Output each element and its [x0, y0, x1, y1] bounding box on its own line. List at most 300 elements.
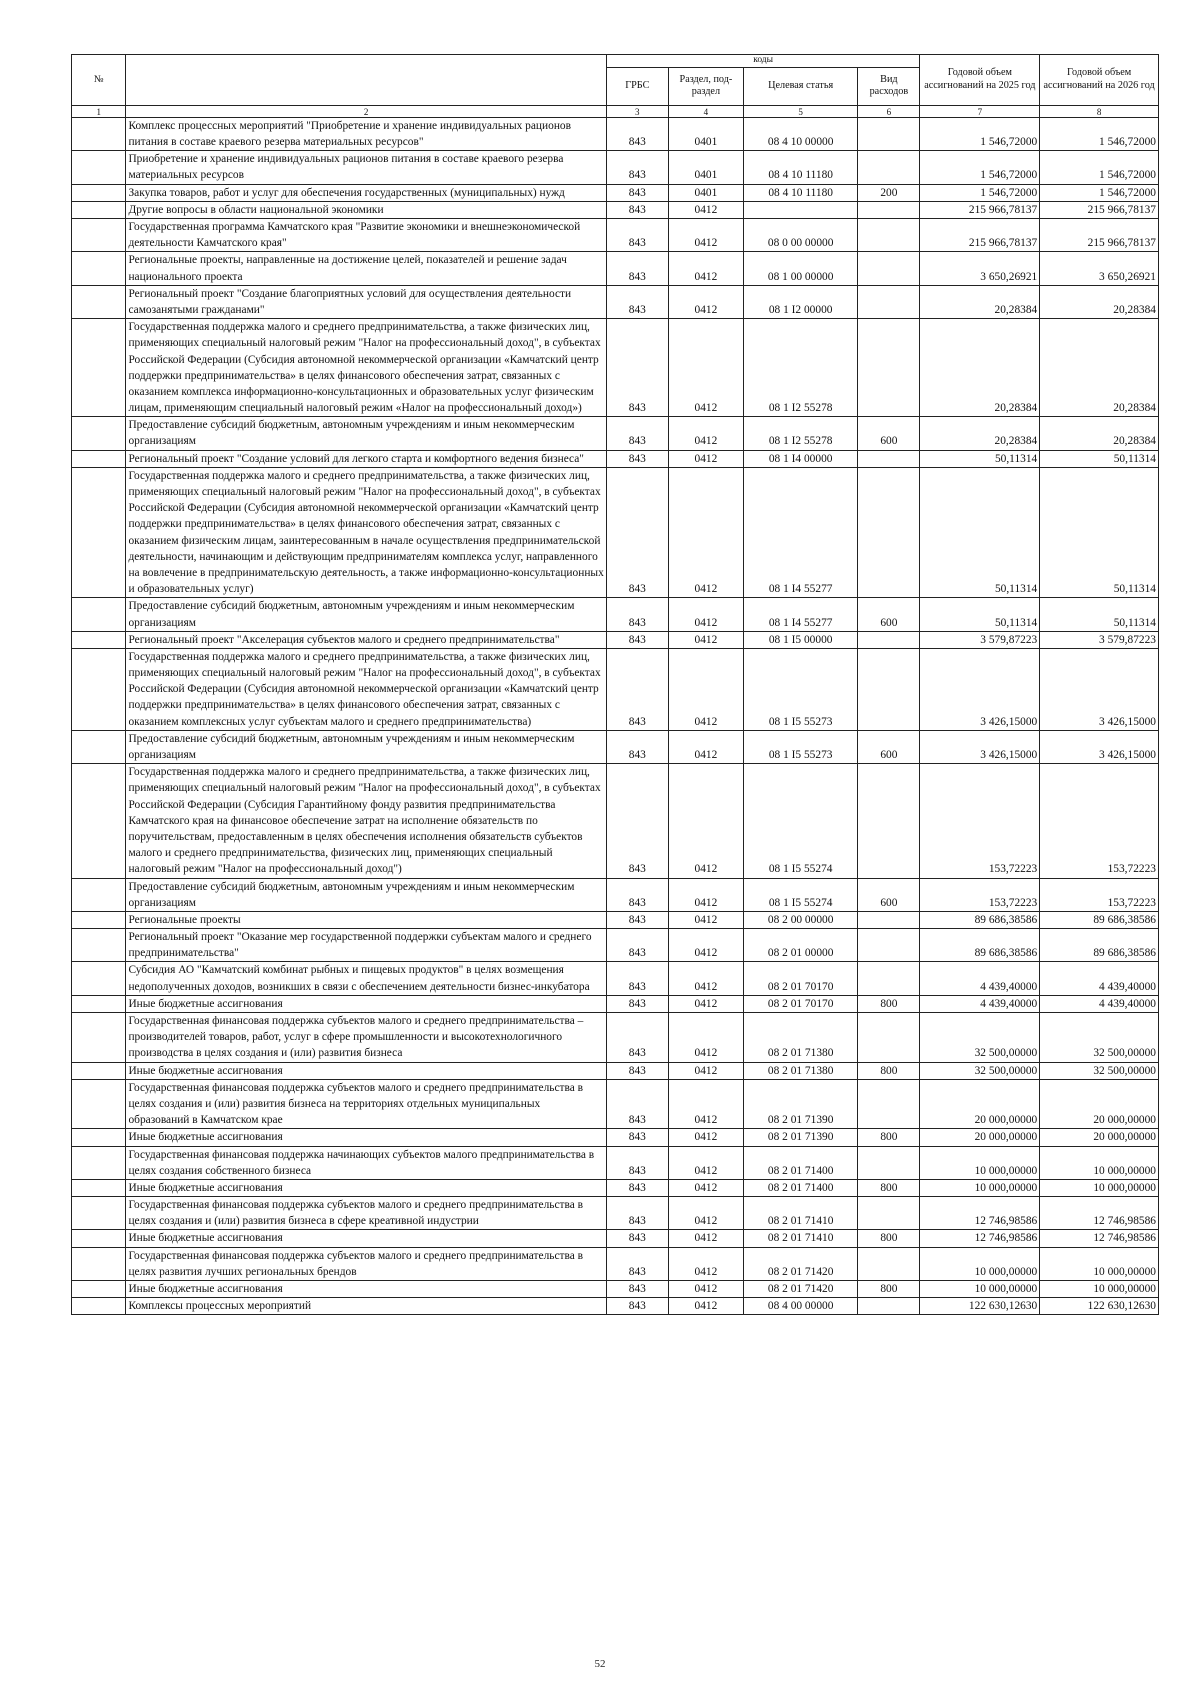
row-target-article-cell: 08 4 10 11180: [743, 184, 857, 201]
row-volume-2026-cell: 20,28384: [1040, 285, 1159, 318]
table-row: [72, 1247, 1159, 1280]
row-name-cell: Иные бюджетные ассигнования: [126, 1281, 606, 1298]
row-name-cell: Региональный проект "Акселерация субъектов малого и среднего предпринимательства": [126, 631, 606, 648]
row-volume-2026-cell: 1 546,72000: [1040, 117, 1159, 150]
row-number-cell: [72, 184, 126, 201]
row-target-article-cell: 08 1 I5 00000: [743, 631, 857, 648]
row-grbs-cell: 843: [606, 1079, 668, 1129]
row-expense-type-cell: [858, 467, 920, 598]
row-volume-2025-cell: 1 546,72000: [920, 184, 1040, 201]
row-grbs-cell: 843: [606, 631, 668, 648]
row-target-article-cell: 08 1 I4 00000: [743, 450, 857, 467]
row-name-cell: Государственная программа Камчатского края "Развитие экономики и внешнеэкономической деятельности Камчатского края": [126, 219, 606, 252]
row-volume-2025-cell: 32 500,00000: [920, 1013, 1040, 1063]
row-target-article-cell: 08 1 I2 00000: [743, 285, 857, 318]
row-target-article-cell: 08 0 00 00000: [743, 219, 857, 252]
row-volume-2025-cell: 50,11314: [920, 598, 1040, 631]
row-razdel-cell: 0401: [668, 117, 743, 150]
row-number-cell: [72, 1281, 126, 1298]
row-target-article-cell: 08 1 I5 55273: [743, 648, 857, 730]
row-volume-2026-cell: 3 426,15000: [1040, 648, 1159, 730]
row-razdel-cell: 0401: [668, 184, 743, 201]
row-expense-type-cell: [858, 151, 920, 184]
column-number: 7: [920, 105, 1040, 117]
header-name: [126, 55, 606, 106]
row-name-cell: Иные бюджетные ассигнования: [126, 1179, 606, 1196]
row-name-cell: Иные бюджетные ассигнования: [126, 1129, 606, 1146]
row-razdel-cell: 0412: [668, 1062, 743, 1079]
table-row: [72, 252, 1159, 285]
row-volume-2026-cell: 50,11314: [1040, 450, 1159, 467]
row-number-cell: [72, 1179, 126, 1196]
row-name-cell: Закупка товаров, работ и услуг для обеспечения государственных (муниципальных) нужд: [126, 184, 606, 201]
row-number-cell: [72, 929, 126, 962]
row-target-article-cell: 08 2 01 71410: [743, 1230, 857, 1247]
row-number-cell: [72, 764, 126, 878]
row-target-article-cell: 08 1 I5 55274: [743, 878, 857, 911]
row-razdel-cell: 0412: [668, 450, 743, 467]
row-volume-2025-cell: 4 439,40000: [920, 962, 1040, 995]
row-volume-2026-cell: 10 000,00000: [1040, 1247, 1159, 1280]
row-number-cell: [72, 648, 126, 730]
row-grbs-cell: 843: [606, 201, 668, 218]
row-name-cell: Комплекс процессных мероприятий "Приобретение и хранение индивидуальных рационов питания в составе краевого резерва материальных ресурсов": [126, 117, 606, 150]
row-volume-2025-cell: 20,28384: [920, 417, 1040, 450]
row-volume-2025-cell: 10 000,00000: [920, 1281, 1040, 1298]
row-volume-2026-cell: 4 439,40000: [1040, 995, 1159, 1012]
row-expense-type-cell: [858, 1298, 920, 1315]
row-volume-2026-cell: 20,28384: [1040, 319, 1159, 417]
column-number: 3: [606, 105, 668, 117]
row-target-article-cell: 08 1 00 00000: [743, 252, 857, 285]
row-volume-2025-cell: 20 000,00000: [920, 1129, 1040, 1146]
table-row: [72, 1079, 1159, 1129]
row-grbs-cell: 843: [606, 962, 668, 995]
row-number-cell: [72, 878, 126, 911]
row-expense-type-cell: [858, 1079, 920, 1129]
row-razdel-cell: 0412: [668, 1179, 743, 1196]
row-volume-2025-cell: 1 546,72000: [920, 117, 1040, 150]
row-expense-type-cell: [858, 929, 920, 962]
header-grbs: ГРБС: [606, 67, 668, 105]
row-expense-type-cell: [858, 252, 920, 285]
row-volume-2025-cell: 153,72223: [920, 764, 1040, 878]
table-row: [72, 1197, 1159, 1230]
row-volume-2025-cell: 1 546,72000: [920, 151, 1040, 184]
page-number: 52: [594, 1658, 606, 1670]
row-name-cell: Региональные проекты: [126, 911, 606, 928]
row-grbs-cell: 843: [606, 730, 668, 763]
header-expense-type: Вид расходов: [858, 67, 920, 105]
row-volume-2026-cell: 122 630,12630: [1040, 1298, 1159, 1315]
row-target-article-cell: 08 1 I4 55277: [743, 598, 857, 631]
row-grbs-cell: 843: [606, 1146, 668, 1179]
row-expense-type-cell: 600: [858, 598, 920, 631]
row-name-cell: Предоставление субсидий бюджетным, автономным учреждениям и иным некоммерческим организациям: [126, 417, 606, 450]
row-razdel-cell: 0412: [668, 648, 743, 730]
row-volume-2025-cell: 50,11314: [920, 450, 1040, 467]
table-row: [72, 184, 1159, 201]
row-razdel-cell: 0412: [668, 1281, 743, 1298]
row-expense-type-cell: 800: [858, 1129, 920, 1146]
row-volume-2025-cell: 3 426,15000: [920, 730, 1040, 763]
row-name-cell: Региональные проекты, направленные на достижение целей, показателей и решение задач национального проекта: [126, 252, 606, 285]
row-number-cell: [72, 631, 126, 648]
header-razdel: Раздел, под-раздел: [668, 67, 743, 105]
row-grbs-cell: 843: [606, 764, 668, 878]
row-number-cell: [72, 1247, 126, 1280]
row-expense-type-cell: 800: [858, 995, 920, 1012]
header-volume-2025: Годовой объем ассигнований на 2025 год: [920, 55, 1040, 106]
row-target-article-cell: 08 1 I2 55278: [743, 319, 857, 417]
row-name-cell: Региональный проект "Создание благоприятных условий для осуществления деятельности самозанятыми гражданами": [126, 285, 606, 318]
row-target-article-cell: 08 4 00 00000: [743, 1298, 857, 1315]
row-expense-type-cell: 800: [858, 1230, 920, 1247]
row-razdel-cell: 0412: [668, 962, 743, 995]
row-target-article-cell: 08 2 01 71400: [743, 1146, 857, 1179]
row-grbs-cell: 843: [606, 417, 668, 450]
row-name-cell: Предоставление субсидий бюджетным, автономным учреждениям и иным некоммерческим организациям: [126, 598, 606, 631]
row-number-cell: [72, 911, 126, 928]
row-volume-2026-cell: 215 966,78137: [1040, 219, 1159, 252]
row-number-cell: [72, 252, 126, 285]
row-target-article-cell: 08 2 01 00000: [743, 929, 857, 962]
table-row: [72, 1062, 1159, 1079]
table-row: [72, 1179, 1159, 1196]
table-row: [72, 1230, 1159, 1247]
table-row: [72, 995, 1159, 1012]
row-volume-2026-cell: 89 686,38586: [1040, 929, 1159, 962]
row-volume-2026-cell: 3 426,15000: [1040, 730, 1159, 763]
row-razdel-cell: 0412: [668, 598, 743, 631]
row-expense-type-cell: [858, 1197, 920, 1230]
header-target-article: Целевая статья: [743, 67, 857, 105]
column-number: 4: [668, 105, 743, 117]
row-razdel-cell: 0412: [668, 1146, 743, 1179]
row-name-cell: Государственная финансовая поддержка субъектов малого и среднего предпринимательства – производителей товаров, работ, услуг в сфере промышленности и высокотехнологичного производства в целях создания и (или) развития бизнеса: [126, 1013, 606, 1063]
row-grbs-cell: 843: [606, 929, 668, 962]
row-razdel-cell: 0412: [668, 1247, 743, 1280]
row-name-cell: Государственная финансовая поддержка субъектов малого и среднего предпринимательства в целях создания и (или) развития бизнеса на территориях отдельных муниципальных образований в Камчатском крае: [126, 1079, 606, 1129]
row-volume-2025-cell: 3 579,87223: [920, 631, 1040, 648]
row-expense-type-cell: [858, 285, 920, 318]
row-number-cell: [72, 417, 126, 450]
row-number-cell: [72, 219, 126, 252]
table-row: [72, 962, 1159, 995]
row-razdel-cell: 0412: [668, 319, 743, 417]
row-razdel-cell: 0412: [668, 467, 743, 598]
row-grbs-cell: 843: [606, 1129, 668, 1146]
row-volume-2025-cell: 20,28384: [920, 319, 1040, 417]
table-row: [72, 285, 1159, 318]
row-name-cell: Региональный проект "Оказание мер государственной поддержки субъектам малого и среднего предпринимательства": [126, 929, 606, 962]
row-name-cell: Субсидия АО "Камчатский комбинат рыбных и пищевых продуктов" в целях возмещения недополученных доходов, возникших в связи с обеспечением деятельности бизнес-инкубатора: [126, 962, 606, 995]
row-volume-2026-cell: 20,28384: [1040, 417, 1159, 450]
row-volume-2025-cell: 89 686,38586: [920, 929, 1040, 962]
row-name-cell: Государственная поддержка малого и среднего предпринимательства, а также физических лиц, применяющих специальный налоговый режим "Налог на профессиональный доход", в субъектах Российской Федерации (Субсидия автономной некоммерческой организации «Камчатский центр поддержки предпринимательства» в целях финансового обеспечения затрат, связанных с оказанием комплекса информационно-консультационных и образовательных услуг физическим лицам, применяющим специальный налоговый режим «Налог на профессиональный доход»): [126, 319, 606, 417]
row-razdel-cell: 0412: [668, 878, 743, 911]
row-razdel-cell: 0412: [668, 1197, 743, 1230]
row-target-article-cell: 08 2 01 70170: [743, 995, 857, 1012]
row-grbs-cell: 843: [606, 648, 668, 730]
row-volume-2026-cell: 10 000,00000: [1040, 1146, 1159, 1179]
row-volume-2025-cell: 32 500,00000: [920, 1062, 1040, 1079]
row-volume-2026-cell: 1 546,72000: [1040, 184, 1159, 201]
table-row: [72, 648, 1159, 730]
row-volume-2025-cell: 20,28384: [920, 285, 1040, 318]
table-row: [72, 450, 1159, 467]
row-target-article-cell: 08 1 I5 55273: [743, 730, 857, 763]
row-target-article-cell: 08 2 01 71400: [743, 1179, 857, 1196]
row-expense-type-cell: [858, 1146, 920, 1179]
row-grbs-cell: 843: [606, 1230, 668, 1247]
column-number: 6: [858, 105, 920, 117]
row-volume-2026-cell: 12 746,98586: [1040, 1197, 1159, 1230]
row-expense-type-cell: 600: [858, 417, 920, 450]
row-number-cell: [72, 730, 126, 763]
row-name-cell: Государственная финансовая поддержка субъектов малого и среднего предпринимательства в целях развития лучших региональных брендов: [126, 1247, 606, 1280]
table-row: [72, 319, 1159, 417]
row-number-cell: [72, 1230, 126, 1247]
row-target-article-cell: 08 1 I4 55277: [743, 467, 857, 598]
row-name-cell: Государственная финансовая поддержка субъектов малого и среднего предпринимательства в целях создания и (или) развития бизнеса в сфере креативной индустрии: [126, 1197, 606, 1230]
row-expense-type-cell: [858, 450, 920, 467]
row-volume-2025-cell: 4 439,40000: [920, 995, 1040, 1012]
row-volume-2025-cell: 50,11314: [920, 467, 1040, 598]
row-expense-type-cell: 800: [858, 1062, 920, 1079]
row-expense-type-cell: 600: [858, 878, 920, 911]
column-number: 5: [743, 105, 857, 117]
table-body: [72, 117, 1159, 1315]
row-target-article-cell: 08 2 00 00000: [743, 911, 857, 928]
row-target-article-cell: 08 4 10 11180: [743, 151, 857, 184]
table-row: [72, 1281, 1159, 1298]
row-target-article-cell: 08 2 01 71420: [743, 1281, 857, 1298]
row-grbs-cell: 843: [606, 450, 668, 467]
row-name-cell: Комплексы процессных мероприятий: [126, 1298, 606, 1315]
row-grbs-cell: 843: [606, 1013, 668, 1063]
row-razdel-cell: 0412: [668, 631, 743, 648]
row-target-article-cell: 08 2 01 71390: [743, 1129, 857, 1146]
row-volume-2026-cell: 50,11314: [1040, 598, 1159, 631]
row-number-cell: [72, 319, 126, 417]
row-target-article-cell: 08 4 10 00000: [743, 117, 857, 150]
row-target-article-cell: 08 2 01 71390: [743, 1079, 857, 1129]
row-name-cell: Предоставление субсидий бюджетным, автономным учреждениям и иным некоммерческим организациям: [126, 878, 606, 911]
column-number: 2: [126, 105, 606, 117]
row-volume-2025-cell: 20 000,00000: [920, 1079, 1040, 1129]
row-volume-2026-cell: 89 686,38586: [1040, 911, 1159, 928]
row-volume-2026-cell: 32 500,00000: [1040, 1013, 1159, 1063]
row-volume-2025-cell: 122 630,12630: [920, 1298, 1040, 1315]
table-row: [72, 631, 1159, 648]
row-name-cell: Государственная финансовая поддержка начинающих субъектов малого предпринимательства в целях создания собственного бизнеса: [126, 1146, 606, 1179]
row-target-article-cell: 08 2 01 71410: [743, 1197, 857, 1230]
row-razdel-cell: 0412: [668, 929, 743, 962]
table-row: [72, 201, 1159, 218]
row-target-article-cell: [743, 201, 857, 218]
table-row: [72, 151, 1159, 184]
row-target-article-cell: 08 1 I5 55274: [743, 764, 857, 878]
row-expense-type-cell: 800: [858, 1179, 920, 1196]
row-razdel-cell: 0412: [668, 417, 743, 450]
row-expense-type-cell: [858, 219, 920, 252]
row-grbs-cell: 843: [606, 1298, 668, 1315]
row-number-cell: [72, 1197, 126, 1230]
table-row: [72, 1129, 1159, 1146]
row-razdel-cell: 0412: [668, 764, 743, 878]
row-grbs-cell: 843: [606, 995, 668, 1012]
row-volume-2026-cell: 50,11314: [1040, 467, 1159, 598]
row-volume-2026-cell: 10 000,00000: [1040, 1281, 1159, 1298]
row-volume-2026-cell: 153,72223: [1040, 764, 1159, 878]
table-row: [72, 219, 1159, 252]
row-grbs-cell: 843: [606, 285, 668, 318]
row-expense-type-cell: 600: [858, 730, 920, 763]
row-grbs-cell: 843: [606, 1281, 668, 1298]
header-row-top: [72, 55, 1159, 68]
table-row: [72, 1298, 1159, 1315]
row-name-cell: Приобретение и хранение индивидуальных рационов питания в составе краевого резерва материальных ресурсов: [126, 151, 606, 184]
row-expense-type-cell: [858, 1247, 920, 1280]
row-name-cell: Иные бюджетные ассигнования: [126, 1230, 606, 1247]
row-expense-type-cell: 800: [858, 1281, 920, 1298]
row-name-cell: Другие вопросы в области национальной экономики: [126, 201, 606, 218]
row-grbs-cell: 843: [606, 184, 668, 201]
row-volume-2026-cell: 20 000,00000: [1040, 1079, 1159, 1129]
row-volume-2025-cell: 215 966,78137: [920, 201, 1040, 218]
row-volume-2025-cell: 10 000,00000: [920, 1247, 1040, 1280]
table-row: [72, 1146, 1159, 1179]
row-razdel-cell: 0412: [668, 995, 743, 1012]
header-codes: коды: [606, 55, 920, 68]
row-grbs-cell: 843: [606, 252, 668, 285]
row-target-article-cell: 08 2 01 71380: [743, 1062, 857, 1079]
row-volume-2025-cell: 215 966,78137: [920, 219, 1040, 252]
row-grbs-cell: 843: [606, 1179, 668, 1196]
row-name-cell: Предоставление субсидий бюджетным, автономным учреждениям и иным некоммерческим организациям: [126, 730, 606, 763]
table-row: [72, 1013, 1159, 1063]
row-razdel-cell: 0412: [668, 201, 743, 218]
row-number-cell: [72, 467, 126, 598]
row-grbs-cell: 843: [606, 598, 668, 631]
row-expense-type-cell: [858, 648, 920, 730]
row-razdel-cell: 0412: [668, 730, 743, 763]
table-row: [72, 911, 1159, 928]
row-volume-2026-cell: 3 579,87223: [1040, 631, 1159, 648]
row-volume-2026-cell: 20 000,00000: [1040, 1129, 1159, 1146]
row-number-cell: [72, 1129, 126, 1146]
row-volume-2025-cell: 10 000,00000: [920, 1146, 1040, 1179]
row-name-cell: Региональный проект "Создание условий для легкого старта и комфортного ведения бизнеса": [126, 450, 606, 467]
row-number-cell: [72, 117, 126, 150]
row-name-cell: Государственная поддержка малого и среднего предпринимательства, а также физических лиц, применяющих специальный налоговый режим "Налог на профессиональный доход", в субъектах Российской Федерации (Субсидия автономной некоммерческой организации «Камчатский центр поддержки предпринимательства» в целях финансового обеспечения затрат, связанных с оказанием физическим лицам, заинтересованным в начале осуществления предпринимательской деятельности, начинающим и действующим предпринимателям комплекса услуг, направленного на вовлечение в предпринимательскую деятельность, а также информационно-консультационных и образовательных услуг): [126, 467, 606, 598]
row-number-cell: [72, 962, 126, 995]
row-expense-type-cell: [858, 1013, 920, 1063]
row-volume-2026-cell: 32 500,00000: [1040, 1062, 1159, 1079]
row-number-cell: [72, 450, 126, 467]
row-grbs-cell: 843: [606, 151, 668, 184]
row-razdel-cell: 0412: [668, 1230, 743, 1247]
row-razdel-cell: 0412: [668, 1298, 743, 1315]
row-grbs-cell: 843: [606, 911, 668, 928]
row-razdel-cell: 0412: [668, 911, 743, 928]
row-number-cell: [72, 201, 126, 218]
table-row: [72, 730, 1159, 763]
row-volume-2025-cell: 3 650,26921: [920, 252, 1040, 285]
row-grbs-cell: 843: [606, 219, 668, 252]
row-volume-2026-cell: 12 746,98586: [1040, 1230, 1159, 1247]
row-volume-2025-cell: 3 426,15000: [920, 648, 1040, 730]
row-name-cell: Государственная поддержка малого и среднего предпринимательства, а также физических лиц, применяющих специальный налоговый режим "Налог на профессиональный доход", в субъектах Российской Федерации (Субсидия автономной некоммерческой организации «Камчатский центр поддержки предпринимательства» в целях финансового обеспечения затрат, связанных с оказанием комплексных услуг субъектам малого и среднего предпринимательства): [126, 648, 606, 730]
row-razdel-cell: 0412: [668, 285, 743, 318]
row-volume-2026-cell: 3 650,26921: [1040, 252, 1159, 285]
row-volume-2026-cell: 4 439,40000: [1040, 962, 1159, 995]
table-row: [72, 878, 1159, 911]
table-row: [72, 467, 1159, 598]
row-grbs-cell: 843: [606, 1197, 668, 1230]
row-volume-2025-cell: 10 000,00000: [920, 1179, 1040, 1196]
row-grbs-cell: 843: [606, 117, 668, 150]
row-volume-2026-cell: 10 000,00000: [1040, 1179, 1159, 1196]
row-volume-2025-cell: 12 746,98586: [920, 1197, 1040, 1230]
column-number: 1: [72, 105, 126, 117]
table-row: [72, 598, 1159, 631]
row-expense-type-cell: [858, 911, 920, 928]
row-expense-type-cell: 200: [858, 184, 920, 201]
table-row: [72, 929, 1159, 962]
row-expense-type-cell: [858, 319, 920, 417]
row-expense-type-cell: [858, 117, 920, 150]
row-grbs-cell: 843: [606, 319, 668, 417]
row-razdel-cell: 0401: [668, 151, 743, 184]
budget-table: [71, 54, 1159, 1315]
row-grbs-cell: 843: [606, 1247, 668, 1280]
row-number-cell: [72, 1298, 126, 1315]
row-expense-type-cell: [858, 201, 920, 218]
row-target-article-cell: 08 2 01 71380: [743, 1013, 857, 1063]
row-number-cell: [72, 995, 126, 1012]
row-number-cell: [72, 1013, 126, 1063]
row-grbs-cell: 843: [606, 1062, 668, 1079]
row-grbs-cell: 843: [606, 878, 668, 911]
row-razdel-cell: 0412: [668, 219, 743, 252]
row-number-cell: [72, 598, 126, 631]
row-number-cell: [72, 1062, 126, 1079]
row-number-cell: [72, 1079, 126, 1129]
row-name-cell: Иные бюджетные ассигнования: [126, 1062, 606, 1079]
row-volume-2025-cell: 12 746,98586: [920, 1230, 1040, 1247]
row-razdel-cell: 0412: [668, 1129, 743, 1146]
row-volume-2025-cell: 153,72223: [920, 878, 1040, 911]
row-razdel-cell: 0412: [668, 1079, 743, 1129]
row-expense-type-cell: [858, 962, 920, 995]
row-number-cell: [72, 151, 126, 184]
table-row: [72, 764, 1159, 878]
row-expense-type-cell: [858, 764, 920, 878]
row-grbs-cell: 843: [606, 467, 668, 598]
row-name-cell: Государственная поддержка малого и среднего предпринимательства, а также физических лиц, применяющих специальный налоговый режим "Налог на профессиональный доход", в субъектах Российской Федерации (Субсидия Гарантийному фонду развития предпринимательства Камчатского края на финансовое обеспечение затрат на исполнение обязательств по поручительствам, предоставленным в целях обеспечения исполнения обязательств субъектов малого и среднего предпринимательства, физических лиц, применяющих специальный налоговый режим "Налог на профессиональный доход"): [126, 764, 606, 878]
table-row: [72, 417, 1159, 450]
row-number-cell: [72, 285, 126, 318]
column-number-row: [72, 105, 1159, 117]
row-target-article-cell: 08 1 I2 55278: [743, 417, 857, 450]
table-row: [72, 117, 1159, 150]
row-volume-2026-cell: 215 966,78137: [1040, 201, 1159, 218]
row-razdel-cell: 0412: [668, 1013, 743, 1063]
header-no: №: [72, 55, 126, 106]
row-expense-type-cell: [858, 631, 920, 648]
